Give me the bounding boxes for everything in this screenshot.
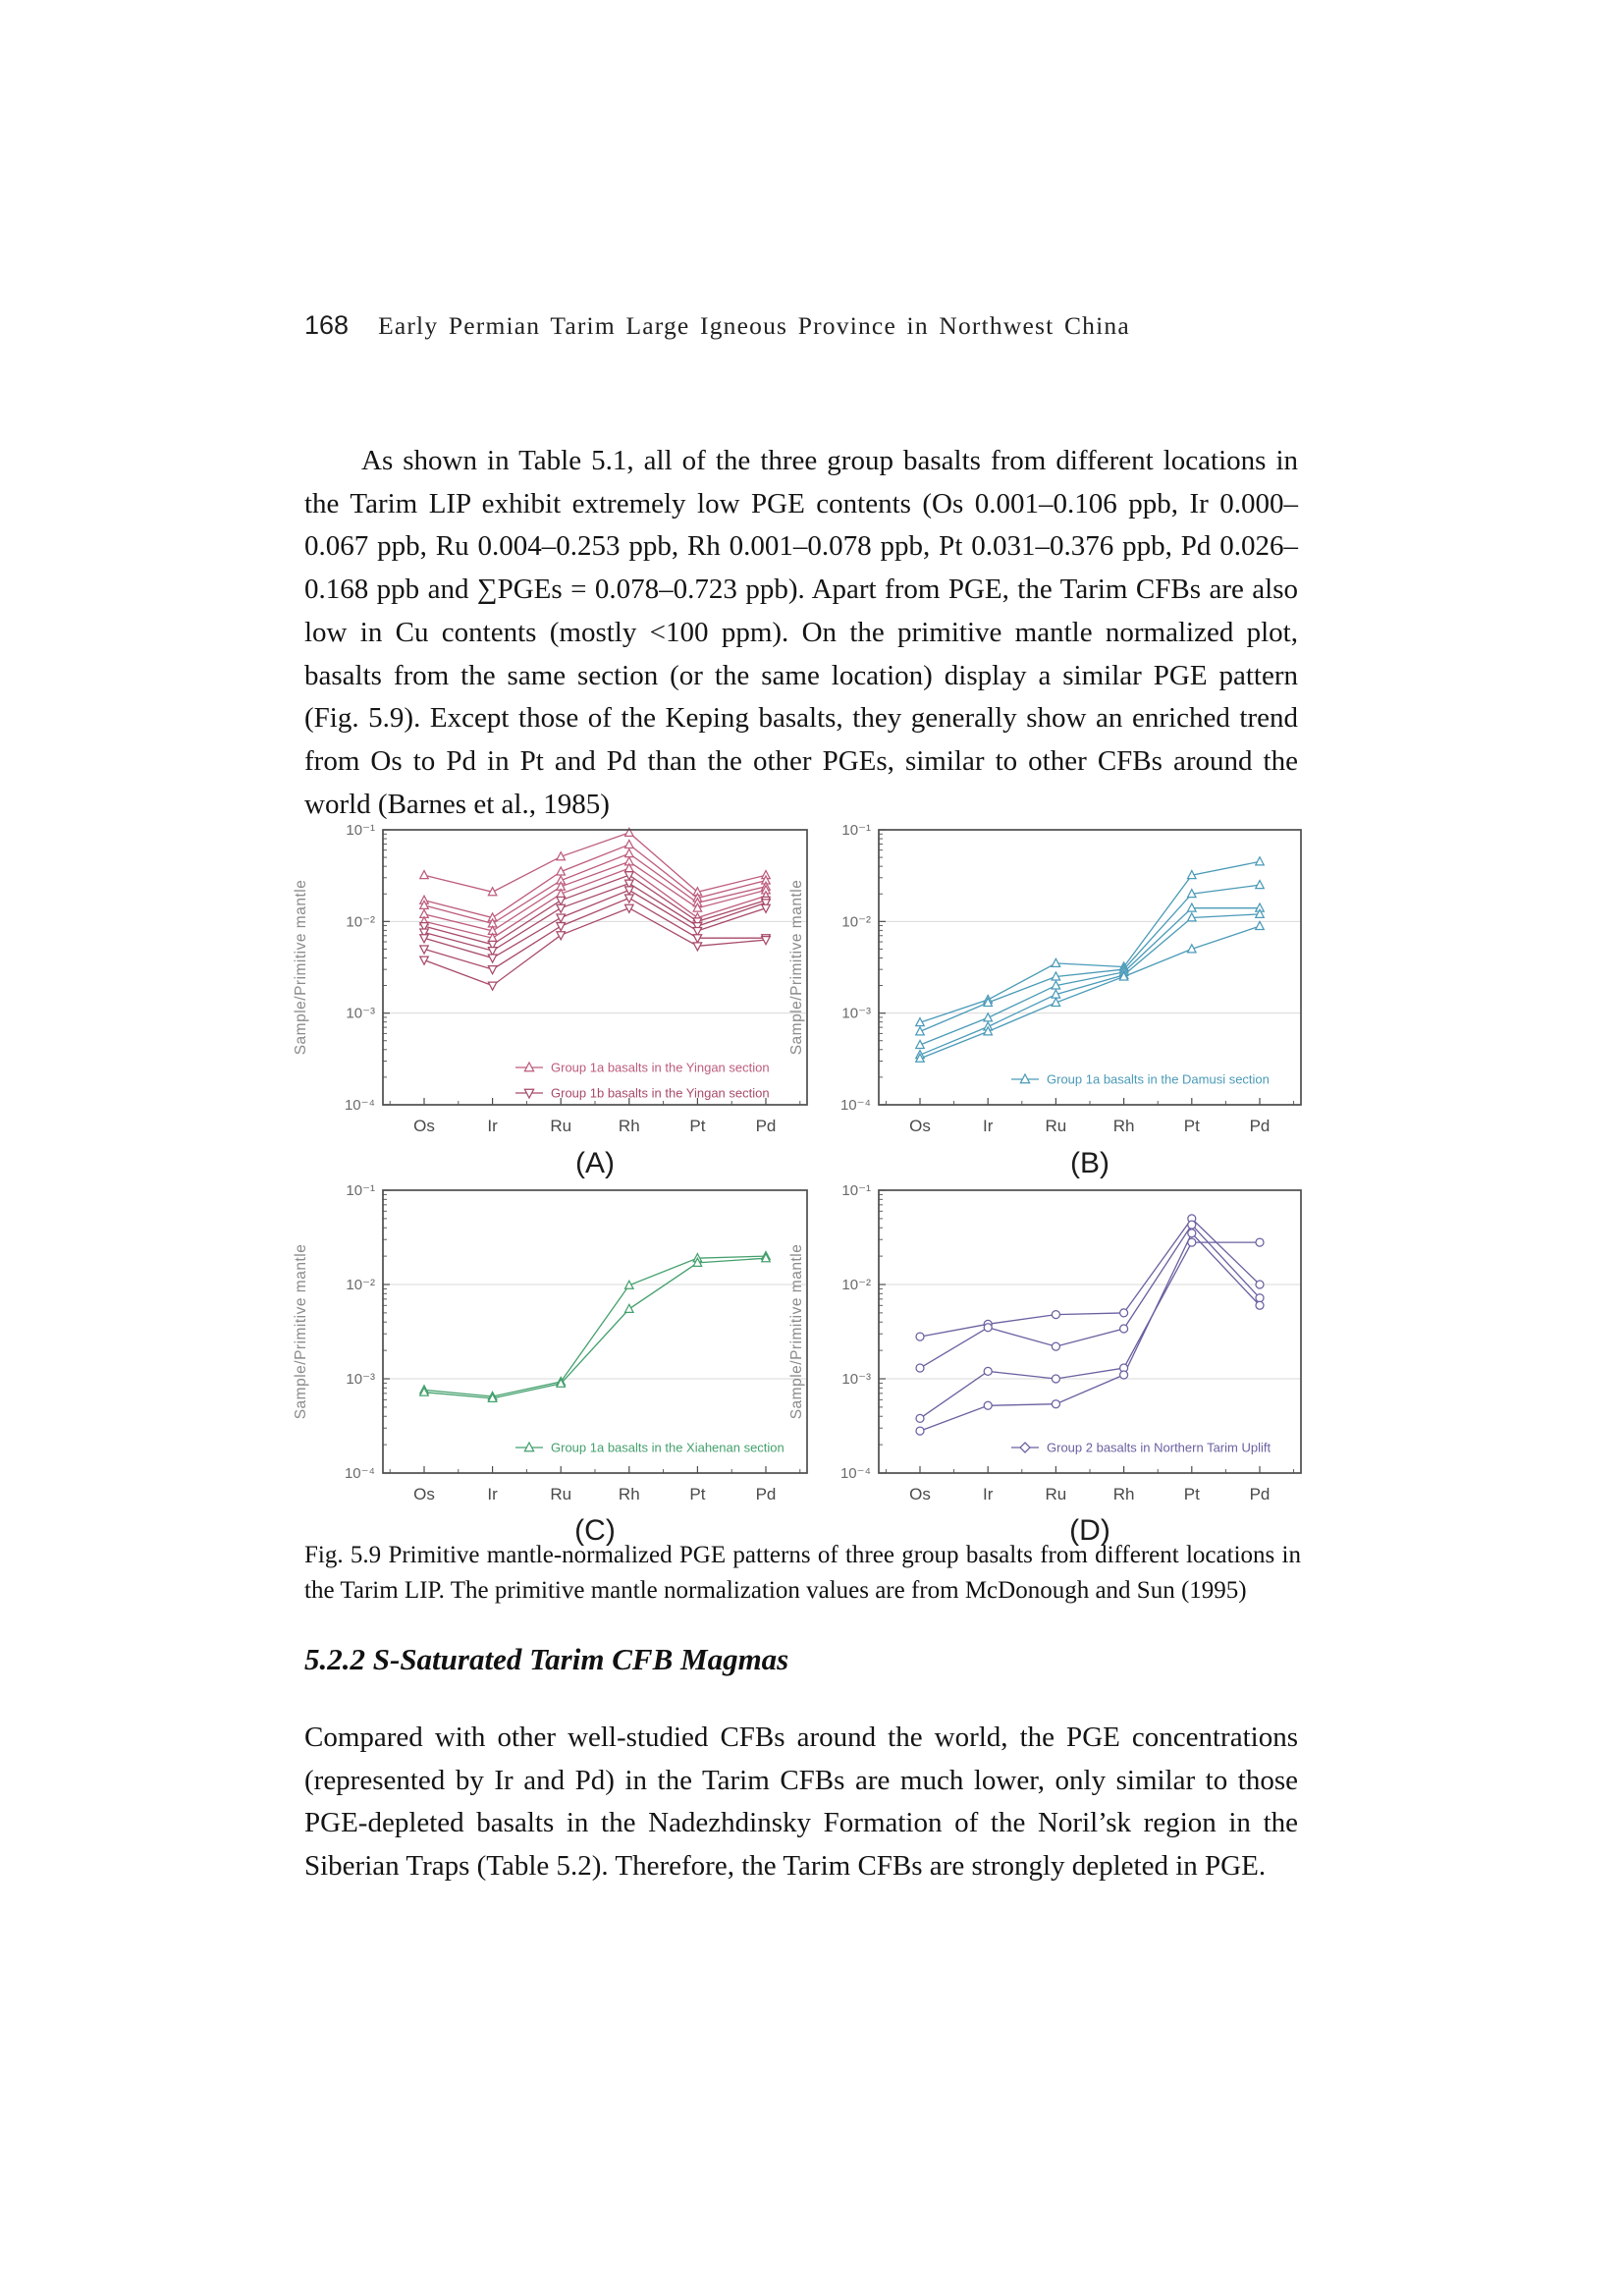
panel-label-b: (B) xyxy=(1070,1147,1109,1179)
svg-text:Group 1b basalts in the Yingan: Group 1b basalts in the Yingan section xyxy=(551,1085,770,1101)
svg-text:Os: Os xyxy=(909,1117,931,1135)
svg-text:Ru: Ru xyxy=(550,1117,572,1135)
svg-text:Group 1a basalts in the Yingan: Group 1a basalts in the Yingan section xyxy=(551,1060,770,1075)
panel-b xyxy=(785,818,1316,1159)
svg-text:Ru: Ru xyxy=(1045,1117,1067,1135)
panel-label-c: (C) xyxy=(574,1514,616,1547)
svg-text:10⁻³: 10⁻³ xyxy=(841,1371,871,1388)
panel-d xyxy=(785,1178,1316,1527)
svg-text:Pt: Pt xyxy=(1183,1117,1200,1135)
svg-text:Rh: Rh xyxy=(618,1117,640,1135)
svg-text:10⁻²: 10⁻² xyxy=(346,1277,375,1293)
svg-text:10⁻⁴: 10⁻⁴ xyxy=(839,1097,871,1114)
svg-text:10⁻²: 10⁻² xyxy=(841,1277,871,1293)
page-number: 168 xyxy=(304,310,350,340)
svg-text:Sample/Primitive mantle: Sample/Primitive mantle xyxy=(788,879,805,1056)
svg-text:Os: Os xyxy=(909,1485,931,1503)
svg-text:Group 1a basalts in the Xiahen: Group 1a basalts in the Xiahenan section xyxy=(551,1440,784,1455)
svg-text:10⁻¹: 10⁻¹ xyxy=(841,822,871,839)
panel-c xyxy=(290,1178,822,1527)
panel-c-chart xyxy=(290,1178,822,1522)
panel-d-chart xyxy=(785,1178,1316,1522)
svg-text:Os: Os xyxy=(413,1117,435,1135)
svg-text:Ir: Ir xyxy=(487,1117,498,1135)
svg-text:Pd: Pd xyxy=(755,1117,777,1135)
svg-text:10⁻²: 10⁻² xyxy=(841,913,871,931)
running-title: Early Permian Tarim Large Igneous Province in Northwest China xyxy=(378,311,1130,340)
svg-text:Os: Os xyxy=(413,1485,435,1503)
svg-text:Ir: Ir xyxy=(487,1485,498,1503)
svg-text:Ir: Ir xyxy=(983,1117,994,1135)
svg-text:10⁻³: 10⁻³ xyxy=(841,1005,871,1022)
svg-text:Ru: Ru xyxy=(1045,1485,1067,1503)
svg-text:Pt: Pt xyxy=(1183,1485,1200,1503)
svg-text:10⁻⁴: 10⁻⁴ xyxy=(839,1465,871,1482)
svg-text:10⁻¹: 10⁻¹ xyxy=(346,1182,375,1199)
svg-text:Pt: Pt xyxy=(689,1117,706,1135)
svg-text:10⁻¹: 10⁻¹ xyxy=(346,822,375,839)
paragraph-intro: As shown in Table 5.1, all of the three group basalts from different locations in the Tarim LIP exhibit extremely low PGE contents (Os 0.001–0.106 ppb, Ir 0.000–0.067 ppb, Ru 0.004–0.253 ppb, Rh 0.001–0.078 ppb, Pt 0.031–0.376 ppb, Pd 0.026–0.168 ppb and ∑PGEs = 0.078–0.723 ppb). Apart from PGE, the Tarim CFBs are also low in Cu contents (mostly <100 ppm). On the primitive mantle normalized plot, basalts from the same section (or the same location) display a similar PGE pattern (Fig. 5.9). Except those of the Keping basalts, they generally show an enriched trend from Os to Pd in Pt and Pd than the other PGEs, similar to other CFBs around the world (Barnes et al., 1985) xyxy=(304,445,1298,820)
svg-text:Group 2 basalts in Northern Ta: Group 2 basalts in Northern Tarim Uplift xyxy=(1047,1440,1271,1455)
svg-text:10⁻¹: 10⁻¹ xyxy=(841,1182,871,1199)
svg-text:10⁻⁴: 10⁻⁴ xyxy=(344,1097,375,1114)
svg-text:10⁻³: 10⁻³ xyxy=(346,1371,375,1388)
page-header xyxy=(304,310,1316,341)
svg-text:Group 1a basalts in the Damusi: Group 1a basalts in the Damusi section xyxy=(1047,1071,1270,1087)
svg-text:Ru: Ru xyxy=(550,1485,572,1503)
panel-a xyxy=(290,818,822,1159)
svg-text:10⁻⁴: 10⁻⁴ xyxy=(344,1465,375,1482)
svg-text:Pd: Pd xyxy=(755,1485,777,1503)
svg-text:Pd: Pd xyxy=(1249,1117,1271,1135)
svg-text:Rh: Rh xyxy=(1112,1485,1135,1503)
paragraph-conclusion: Compared with other well-studied CFBs around the world, the PGE concentrations (represented by Ir and Pd) in the Tarim CFBs are much lower, only similar to those PGE-depleted basalts in the Nadezhdinsky Formation of the Noril’sk region in the Siberian Traps (Table 5.2). Therefore, the Tarim CFBs are strongly depleted in PGE. xyxy=(304,1722,1298,1883)
panel-a-chart xyxy=(290,818,822,1154)
svg-text:10⁻²: 10⁻² xyxy=(346,913,375,931)
svg-text:Pd: Pd xyxy=(1249,1485,1271,1503)
svg-text:Rh: Rh xyxy=(618,1485,640,1503)
panel-label-d: (D) xyxy=(1069,1514,1110,1547)
panel-b-chart xyxy=(785,818,1316,1154)
svg-text:Ir: Ir xyxy=(983,1485,994,1503)
svg-text:Rh: Rh xyxy=(1112,1117,1135,1135)
section-heading: 5.2.2 S-Saturated Tarim CFB Magmas xyxy=(304,1642,789,1676)
svg-text:Sample/Primitive mantle: Sample/Primitive mantle xyxy=(293,1243,309,1420)
figure-caption: Fig. 5.9 Primitive mantle-normalized PGE patterns of three group basalts from different locations in the Tarim LIP. The primitive mantle normalization values are from McDonough and Sun (1995) xyxy=(304,1542,1301,1604)
svg-text:Sample/Primitive mantle: Sample/Primitive mantle xyxy=(788,1243,805,1420)
panel-label-a: (A) xyxy=(575,1147,615,1179)
svg-text:Pt: Pt xyxy=(689,1485,706,1503)
svg-text:Sample/Primitive mantle: Sample/Primitive mantle xyxy=(293,879,309,1056)
svg-text:10⁻³: 10⁻³ xyxy=(346,1005,375,1022)
